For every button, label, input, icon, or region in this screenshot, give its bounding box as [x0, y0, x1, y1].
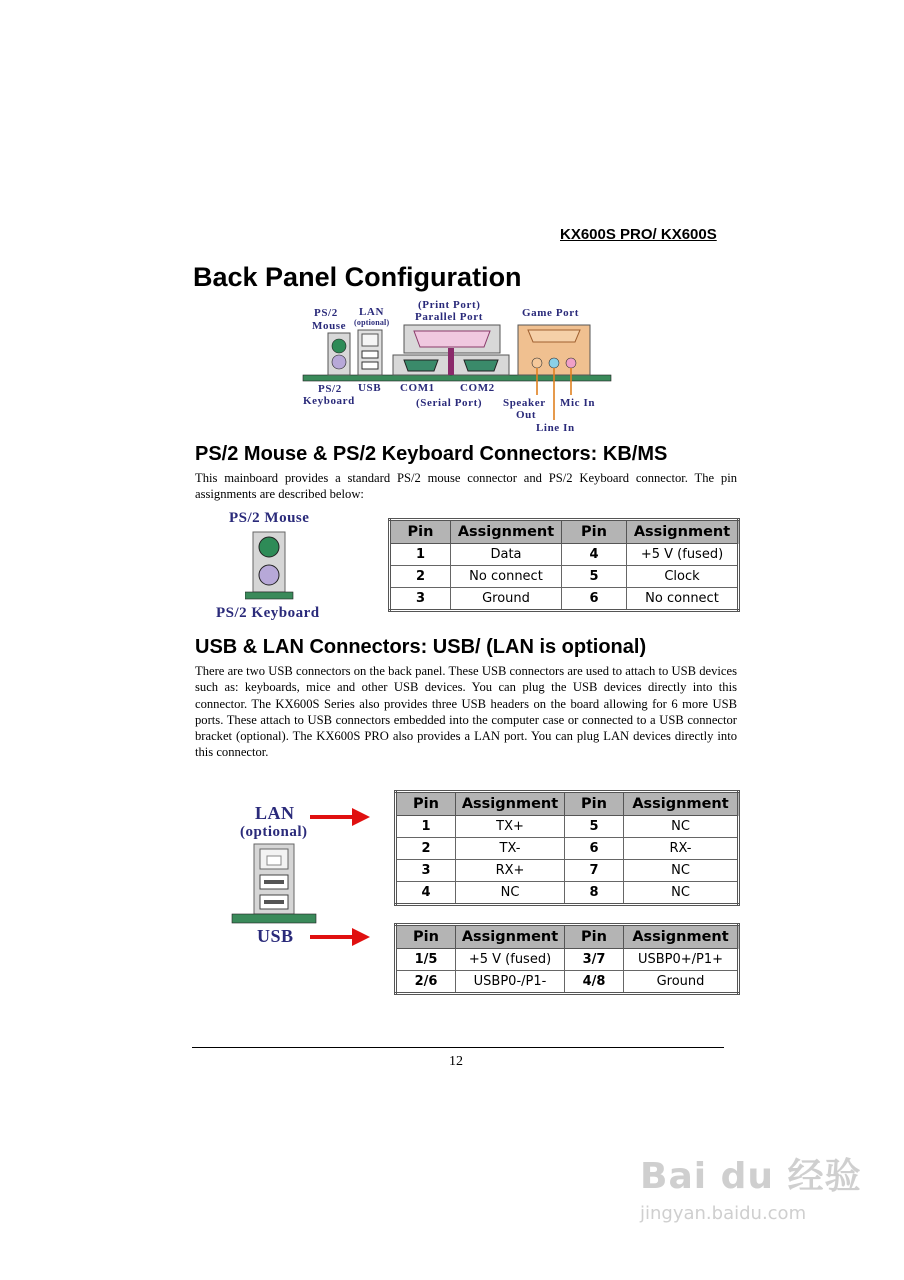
table-cell: 8 [565, 882, 624, 905]
lan-label: LAN [255, 803, 295, 823]
watermark-url: jingyan.baidu.com [640, 1203, 807, 1224]
column-header: Pin [396, 792, 456, 816]
column-header: Pin [565, 792, 624, 816]
table-row [396, 816, 739, 838]
table-cell: NC [624, 882, 739, 905]
label-parallel-port: Parallel Port [415, 311, 483, 323]
column-header: Assignment [456, 792, 565, 816]
table-cell: 1 [390, 544, 451, 566]
table-cell: No connect [627, 588, 739, 611]
usb-pin-table [394, 923, 740, 995]
table-cell: 7 [565, 860, 624, 882]
label-serial-port: (Serial Port) [416, 397, 483, 409]
lan-usb-connector-drawing [230, 842, 318, 926]
label-ps2-mouse-1: PS/2 [314, 307, 338, 319]
table-cell: 3/7 [565, 949, 624, 971]
column-header: Pin [396, 925, 456, 949]
ps2-connector-graphic [245, 530, 295, 600]
table-row [396, 838, 739, 860]
column-header: Assignment [456, 925, 565, 949]
table-row [396, 971, 739, 994]
table-cell: NC [624, 860, 739, 882]
page-number: 12 [449, 1054, 463, 1069]
table-cell: 3 [396, 860, 456, 882]
table-cell: 6 [565, 838, 624, 860]
table-cell: No connect [451, 566, 562, 588]
label-com2: COM2 [460, 382, 495, 394]
table-cell: TX+ [456, 816, 565, 838]
table-cell: 6 [562, 588, 627, 611]
column-header: Pin [562, 520, 627, 544]
lan-optional-label: (optional) [240, 824, 308, 840]
table-row [396, 882, 739, 905]
table-cell: RX+ [456, 860, 565, 882]
ps2-section-heading: PS/2 Mouse & PS/2 Keyboard Connectors: KB/MS [195, 443, 668, 465]
ps2-pin-table [388, 518, 740, 612]
column-header: Assignment [624, 792, 739, 816]
table-cell: Ground [451, 588, 562, 611]
table-row [396, 860, 739, 882]
column-header: Pin [390, 520, 451, 544]
table-cell: 4 [396, 882, 456, 905]
lan-arrow-icon [308, 806, 372, 828]
label-mic-in: Mic In [560, 397, 596, 409]
table-cell: RX- [624, 838, 739, 860]
watermark-cn: 经验 [787, 1156, 862, 1197]
header-model-name: KX600S PRO/ KX600S [560, 226, 717, 243]
table-row [390, 566, 739, 588]
usb-label: USB [257, 926, 294, 946]
ps2-section-text: This mainboard provides a standard PS/2 mouse connector and PS/2 Keyboard connector. The pin assignments are described below: [195, 471, 737, 502]
label-com1: COM1 [400, 382, 435, 394]
table-cell: 1 [396, 816, 456, 838]
usb-section-text: There are two USB connectors on the back panel. These USB connectors are used to attach to USB devices such as: keyboards, mice and other USB devices. You can plug the USB devices directly into this connector. The KX600S Series also provides three USB headers on the board allowing for 6 more USB ports. These attach to USB connectors embedded into the computer case or connected to a USB connector bracket (optional). The KX600S PRO also provides a LAN port. You can plug LAN devices directly into this connector. [195, 664, 737, 760]
table-row [396, 949, 739, 971]
table-cell: +5 V (fused) [456, 949, 565, 971]
lan-pin-table [394, 790, 740, 906]
label-speaker-out: Out [516, 409, 537, 421]
table-header-row [396, 925, 739, 949]
table-cell: Clock [627, 566, 739, 588]
ps2-mouse-label: PS/2 Mouse [229, 510, 310, 526]
table-cell: USBP0-/P1- [456, 971, 565, 994]
label-lan-optional: (optional) [354, 318, 390, 327]
table-row [390, 544, 739, 566]
table-row [390, 588, 739, 611]
column-header: Assignment [451, 520, 562, 544]
page-title: Back Panel Configuration [193, 262, 522, 292]
table-cell: NC [456, 882, 565, 905]
table-cell: 2 [396, 838, 456, 860]
ps2-connector-drawing [245, 530, 295, 600]
column-header: Assignment [624, 925, 739, 949]
table-cell: +5 V (fused) [627, 544, 739, 566]
table-header-row [396, 792, 739, 816]
table-cell: 5 [562, 566, 627, 588]
lan-usb-connector-graphic [230, 842, 318, 926]
table-cell: 2/6 [396, 971, 456, 994]
table-cell: 1/5 [396, 949, 456, 971]
label-speaker: Speaker [503, 397, 546, 409]
table-cell: NC [624, 816, 739, 838]
label-game-port: Game Port [522, 307, 580, 319]
usb-section-heading: USB & LAN Connectors: USB/ (LAN is optional) [195, 636, 647, 658]
label-lan: LAN [359, 306, 385, 318]
label-line-in: Line In [536, 422, 575, 434]
label-ps2-keyboard-2: Keyboard [303, 395, 355, 407]
table-cell: Data [451, 544, 562, 566]
table-cell: 4/8 [565, 971, 624, 994]
table-cell: USBP0+/P1+ [624, 949, 739, 971]
watermark-brand: Bai du [640, 1156, 775, 1197]
usb-arrow-icon [308, 926, 372, 948]
table-cell: TX- [456, 838, 565, 860]
baidu-watermark [640, 1148, 862, 1224]
column-header: Pin [565, 925, 624, 949]
table-cell: 4 [562, 544, 627, 566]
label-ps2-mouse-2: Mouse [312, 320, 347, 332]
label-ps2-keyboard-1: PS/2 [318, 383, 342, 395]
table-header-row [390, 520, 739, 544]
column-header: Assignment [627, 520, 739, 544]
table-cell: Ground [624, 971, 739, 994]
table-cell: 5 [565, 816, 624, 838]
table-cell: 3 [390, 588, 451, 611]
label-print-port: (Print Port) [418, 299, 481, 311]
table-cell: 2 [390, 566, 451, 588]
footer-rule [192, 1047, 724, 1048]
label-usb: USB [358, 382, 382, 394]
ps2-keyboard-label: PS/2 Keyboard [216, 605, 320, 621]
